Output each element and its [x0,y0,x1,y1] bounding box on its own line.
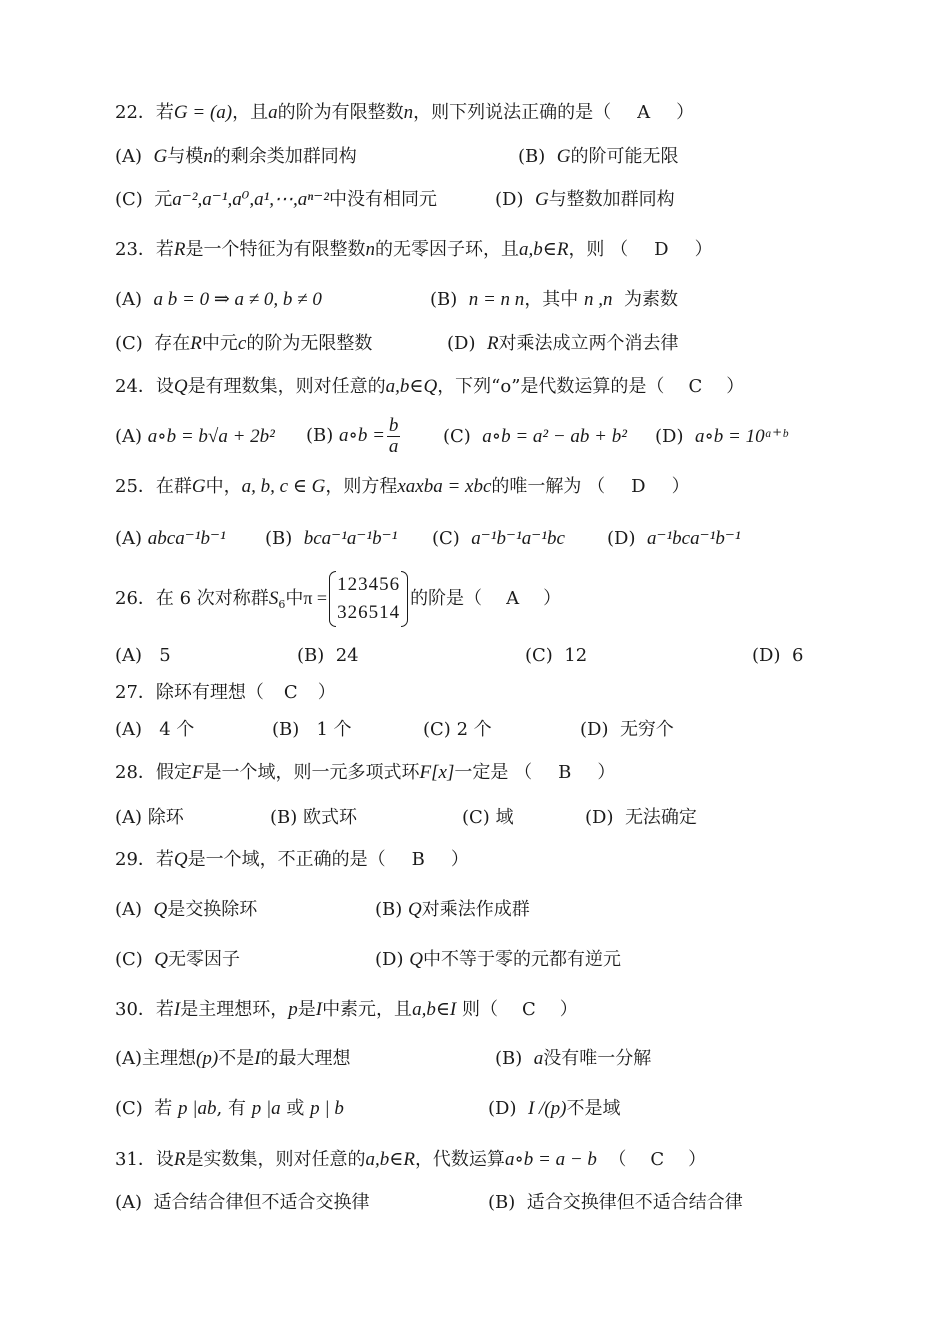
q23-option-a: (A) a b = 0 ⇒ a ≠ 0, b ≠ 0 [115,289,322,310]
q25-option-d: (D) a⁻¹bca⁻¹b⁻¹ [607,528,741,549]
q31-option-a: (A) 适合结合律但不适合交换律 [115,1192,370,1213]
q26-option-d: (D) 6 [752,645,804,666]
q28-option-b: (B) 欧式环 [270,807,358,828]
q27-option-b: (B) 1 个 [272,719,352,740]
q25-option-c: (C) a⁻¹b⁻¹a⁻¹bc [432,528,565,549]
q28-option-c: (C) 域 [462,807,514,828]
question-30-stem: 30．若I是主理想环，p是I中素元，且a,b∈I 则（ C ） [115,999,578,1020]
q22-option-c: (C) 元a⁻²,a⁻¹,a⁰,a¹,⋯,aⁿ⁻²中没有相同元 [115,189,438,210]
q28-option-d: (D) 无法确定 [585,807,697,828]
answer-22: A [637,102,651,123]
q29-option-c: (C) Q无零因子 [115,949,241,970]
q27-option-a: (A) 4 个 [115,719,195,740]
q29-option-b: (B) Q对乘法作成群 [375,899,530,920]
q26-option-b: (B) 24 [297,645,359,666]
question-29-stem: 29．若Q是一个域，不正确的是（ B ） [115,849,469,870]
question-22-stem: 22．若G = (a)，且a的阶为有限整数n，则下列说法正确的是（ A ） [115,102,695,123]
answer-29: B [411,849,425,870]
question-31-stem: 31．设R是实数集，则对任意的a,b∈R，代数运算a∘b = a − b （ C ） [115,1149,707,1170]
answer-30: C [521,999,536,1020]
q24-option-a: (A) a∘b = b√a + 2b² [115,426,275,447]
question-24-stem: 24．设Q是有理数集，则对任意的a,b∈Q，下列“o”是代数运算的是（ C ） [115,376,745,397]
answer-31: C [650,1149,665,1170]
q31-option-b: (B) 适合交换律但不适合结合律 [488,1192,743,1213]
q26-option-c: (C) 12 [525,645,588,666]
q30-option-a: (A)主理想(p)不是I的最大理想 [115,1048,351,1069]
q30-option-c: (C) 若 p |ab, 有 p |a 或 p | b [115,1098,344,1119]
answer-26: A [506,588,520,609]
answer-27: C [283,682,298,703]
q23-option-b: (B) n = n n，其中 n ,n 为素数 [430,289,678,310]
q22-option-a: (A) G与模n的剩余类加群同构 [115,146,357,167]
q23-option-d: (D) R对乘法成立两个消去律 [447,333,679,354]
q30-option-b: (B) a没有唯一分解 [495,1048,652,1069]
answer-24: C [688,376,703,397]
q28-option-a: (A) 除环 [115,807,184,828]
q26-option-a: (A) 5 [115,645,171,666]
q25-option-a: (A) abca⁻¹b⁻¹ [115,528,226,549]
question-25-stem: 25．在群G中，a, b, c ∈ G，则方程xaxba = xbc的唯一解为 （ D ） [115,476,690,497]
q30-option-d: (D) I /(p)不是域 [488,1098,621,1119]
answer-28: B [558,762,572,783]
q25-option-b: (B) bca⁻¹a⁻¹b⁻¹ [265,528,398,549]
q22-option-b: (B) G的阶可能无限 [518,146,679,167]
permutation-matrix: 123456 326514 [329,571,408,627]
question-27-stem: 27．除环有理想（ C ） [115,682,336,703]
answer-25: D [631,476,646,497]
q22-option-d: (D) G与整数加群同构 [495,189,675,210]
question-23-stem: 23．若R是一个特征为有限整数n的无零因子环，且a,b∈R，则 （ D ） [115,239,713,260]
q23-option-c: (C) 存在R中元c的阶为无限整数 [115,333,373,354]
q29-option-a: (A) Q是交换除环 [115,899,258,920]
q24-option-d: (D) a∘b = 10ᵃ⁺ᵇ [655,426,788,447]
q27-option-c: (C) 2 个 [423,719,492,740]
question-26-stem: 26．在 6 次对称群$S_6$中π = 123456 326514 的阶是（ A ） [115,566,561,637]
fraction: $\frac{b}{a}$ [388,414,399,457]
q24-option-b: (B) a∘b = $\frac{b}{a}$ [306,414,399,457]
question-28-stem: 28．假定F是一个域，则一元多项式环F[x]一定是 （ B ） [115,762,616,783]
q29-option-d: (D) Q中不等于零的元都有逆元 [375,949,621,970]
answer-23: D [654,239,669,260]
q27-option-d: (D) 无穷个 [580,719,674,740]
q24-option-c: (C) a∘b = a² − ab + b² [443,426,627,447]
